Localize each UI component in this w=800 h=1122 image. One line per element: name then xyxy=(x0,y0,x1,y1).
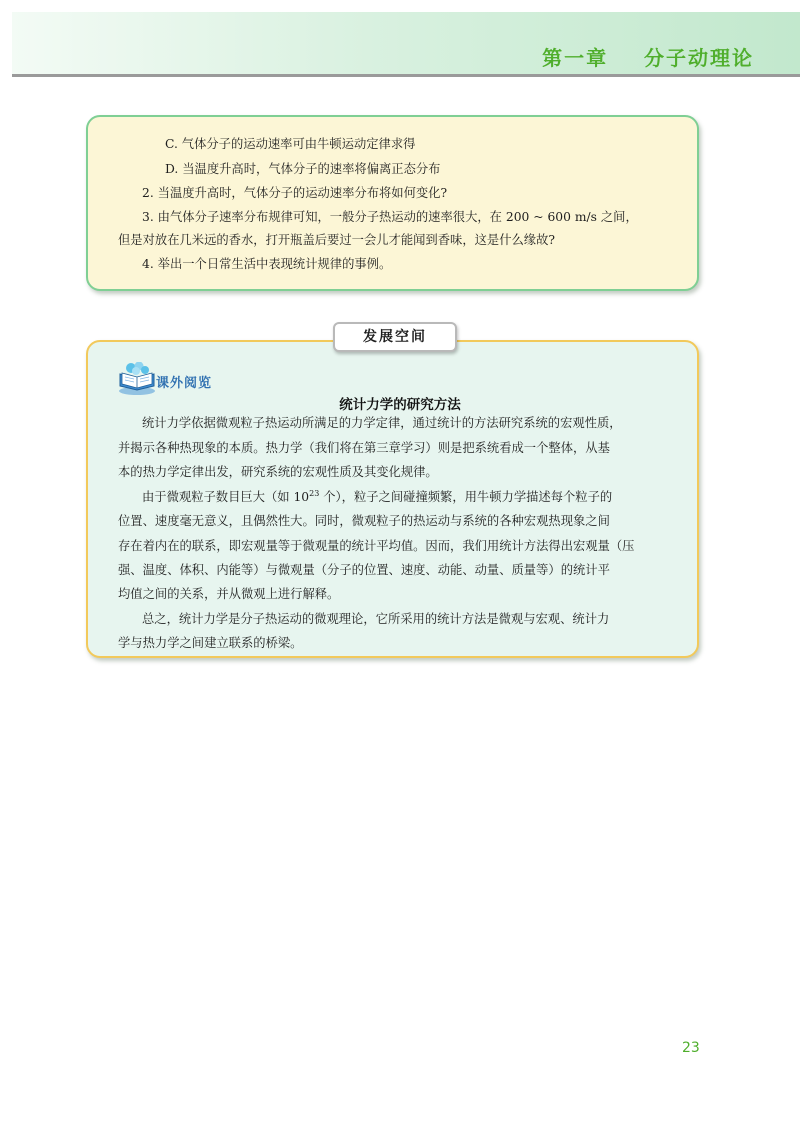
page-number: 23 xyxy=(682,1040,700,1056)
paragraph-3-line-1: 总之，统计力学是分子热运动的微观理论，它所采用的统计方法是微观与宏观、统计力 xyxy=(142,612,610,626)
paragraph-2-line-1-end: 个），粒子之间碰撞频繁，用牛顿力学描述每个粒子的 xyxy=(319,490,613,504)
paragraph-1-line-3: 本的热力学定律出发，研究系统的宏观性质及其变化规律。 xyxy=(118,465,438,479)
reading-label: 课外阅览 xyxy=(156,376,213,391)
paragraph-1-line-2: 并揭示各种热现象的本质。热力学（我们将在第三章学习）则是把系统看成一个整体，从基 xyxy=(118,441,610,455)
exercise-question-3-line-2: 但是对放在几米远的香水，打开瓶盖后要过一会儿才能闻到香味，这是什么缘故? xyxy=(118,233,555,247)
paragraph-1-line-1: 统计力学依据微观粒子热运动所满足的力学定律，通过统计的方法研究系统的宏观性质， xyxy=(142,416,622,430)
paragraph-2-line-3: 存在着内在的联系，即宏观量等于微观量的统计平均值。因而，我们用统计方法得出宏观量（压 xyxy=(118,539,635,553)
paragraph-3-line-2: 学与热力学之间建立联系的桥梁。 xyxy=(118,636,303,650)
paragraph-2-line-1 xyxy=(142,489,612,505)
article-title: 统计力学的研究方法 xyxy=(339,397,461,413)
chapter-title: 第一章 分子动理论 xyxy=(542,46,754,70)
paragraph-2-line-5: 均值之间的关系，并从微观上进行解释。 xyxy=(118,587,340,601)
exercise-option-c: C. 气体分子的运动速率可由牛顿运动定律求得 xyxy=(165,137,416,151)
exercise-option-d: D. 当温度升高时，气体分子的速率将偏离正态分布 xyxy=(165,162,441,176)
open-book-icon xyxy=(117,362,157,396)
development-tab: 发展空间 xyxy=(333,322,457,352)
header-rule xyxy=(12,74,800,77)
exercise-question-2: 2. 当温度升高时，气体分子的运动速率分布将如何变化? xyxy=(142,186,448,200)
exercise-question-3-line-1: 3. 由气体分子速率分布规律可知，一般分子热运动的速率很大，在 200 ~ 600 m/s 之间， xyxy=(142,210,638,224)
exponent: 23 xyxy=(309,488,320,498)
paragraph-2-line-4: 强、温度、体积、内能等）与微观量（分子的位置、速度、动能、动量、质量等）的统计平 xyxy=(118,563,610,577)
paragraph-2-line-1-start: 由于微观粒子数目巨大（如 10 xyxy=(142,490,310,504)
paragraph-2-line-2: 位置、速度毫无意义，且偶然性大。同时，微观粒子的热运动与系统的各种宏观热现象之间 xyxy=(118,514,610,528)
exercise-question-4: 4. 举出一个日常生活中表现统计规律的事例。 xyxy=(142,257,392,271)
